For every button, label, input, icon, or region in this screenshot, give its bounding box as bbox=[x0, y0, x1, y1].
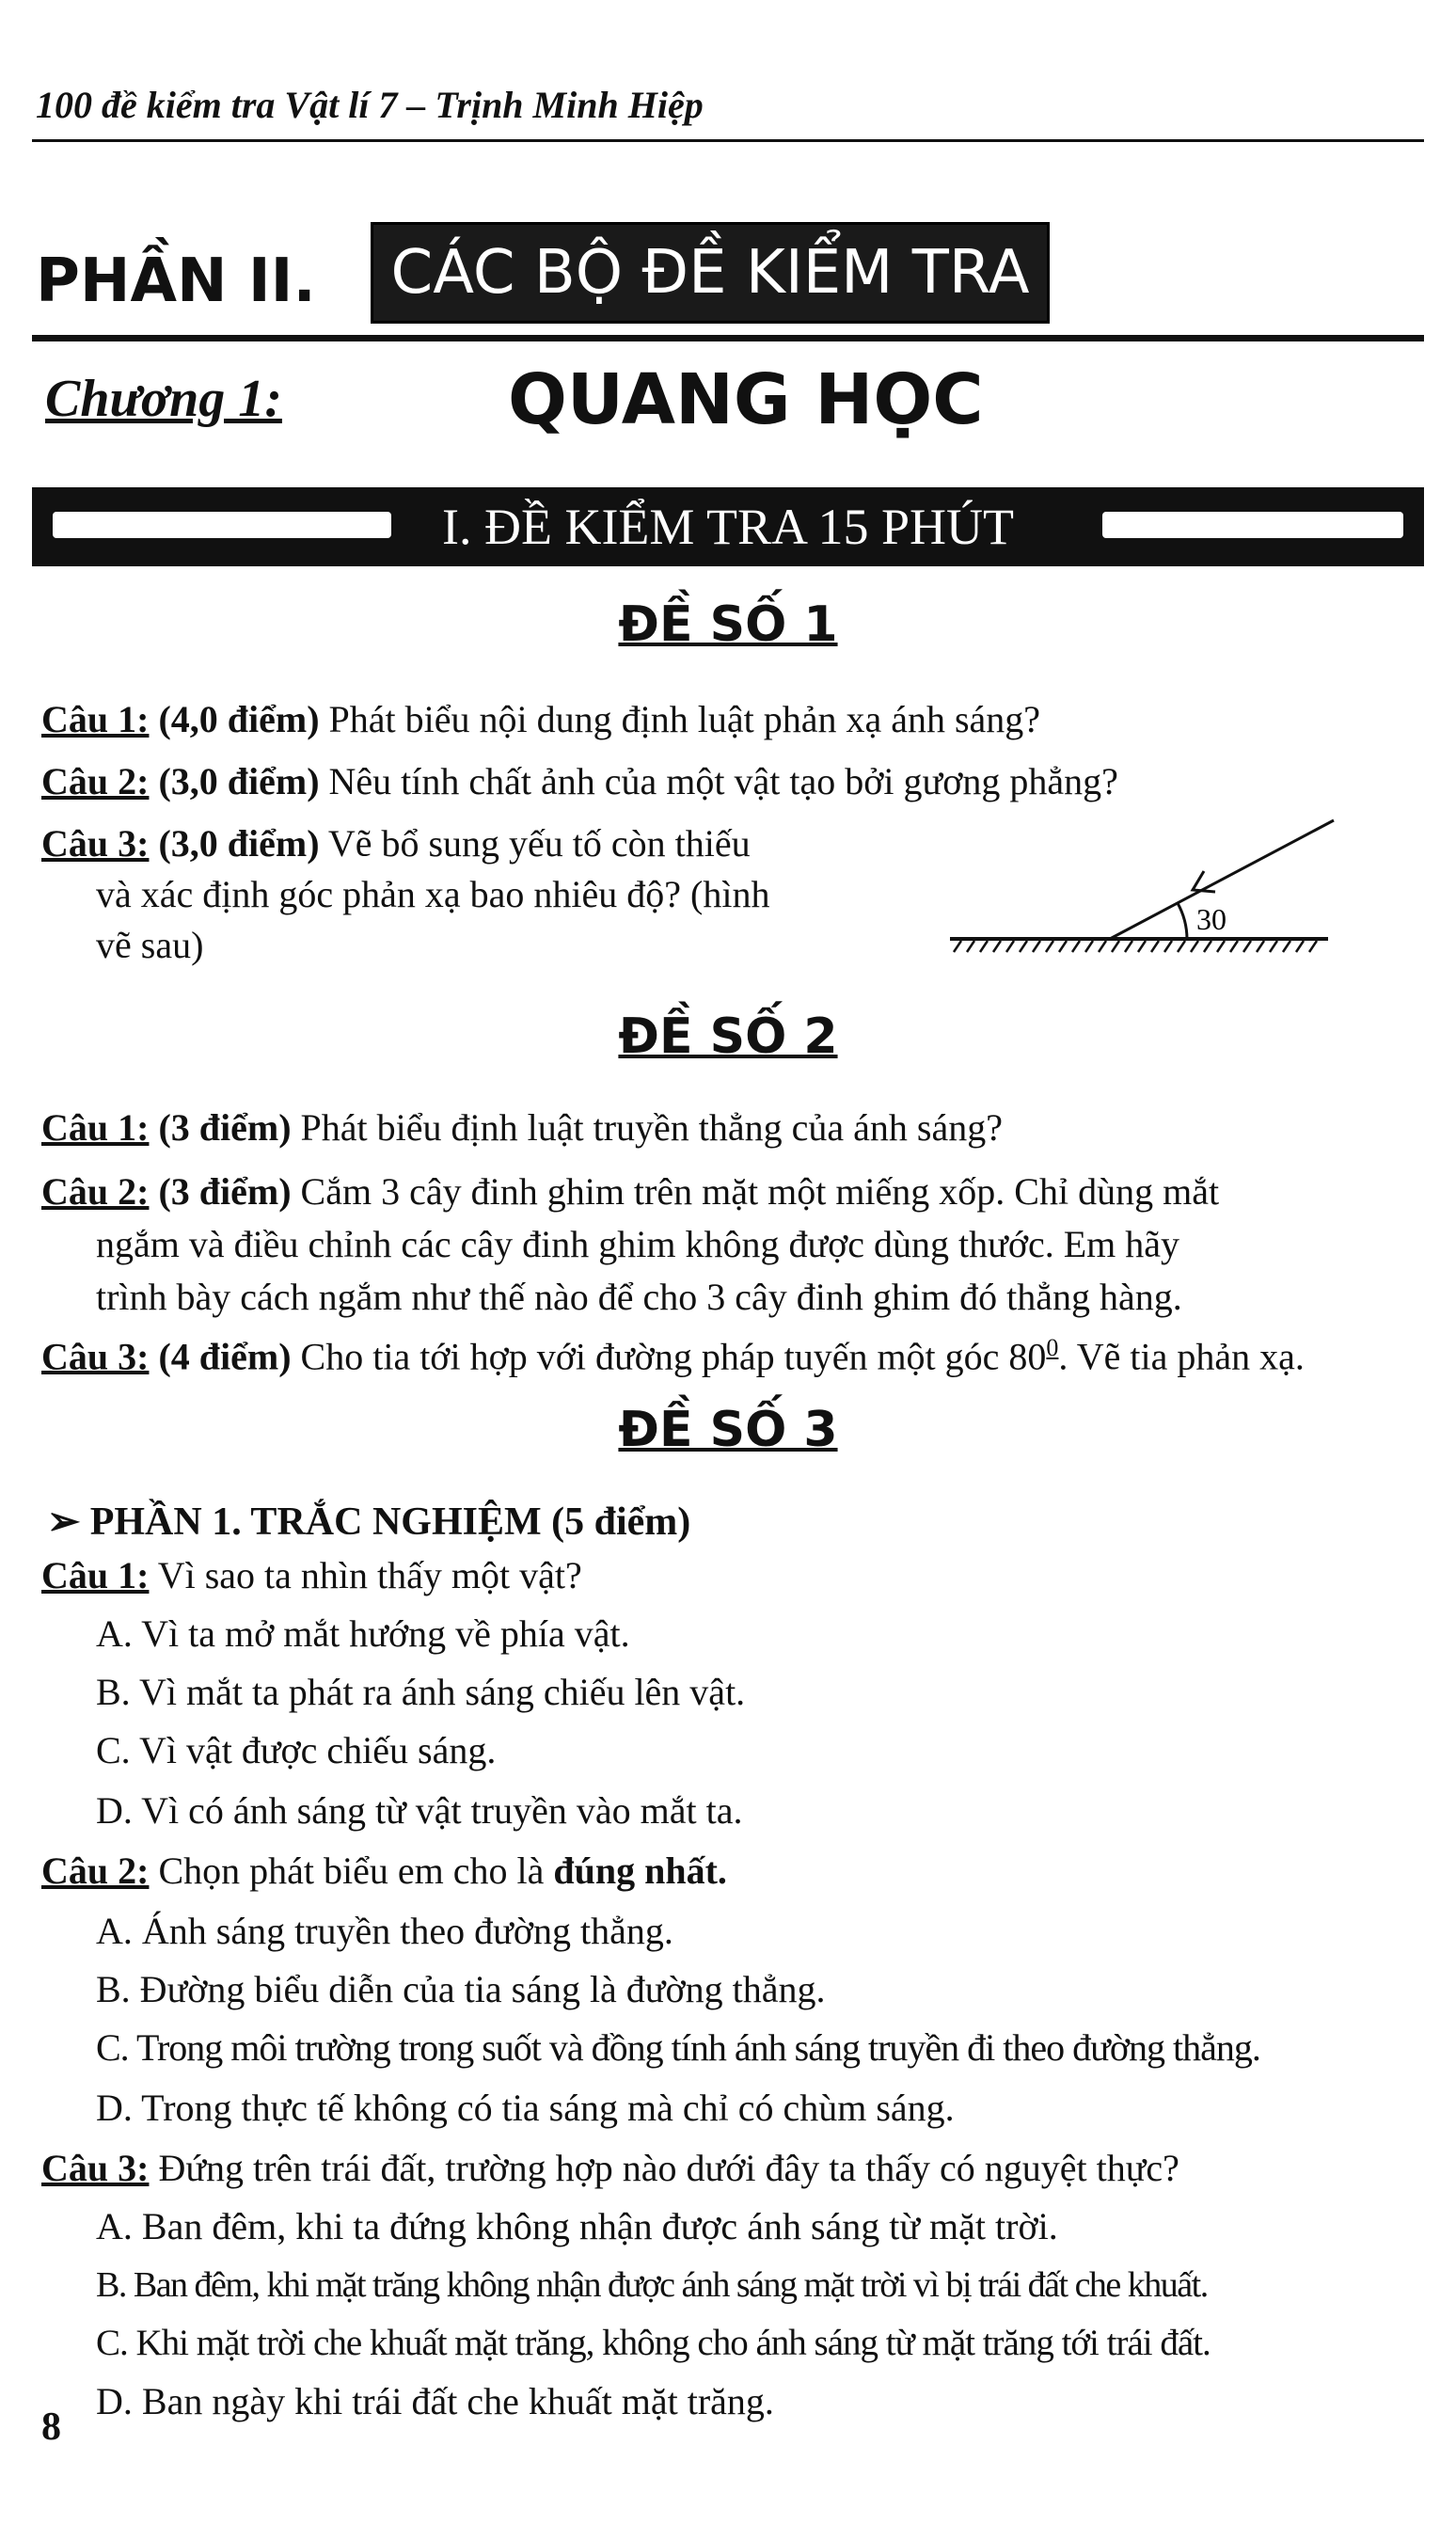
de3-q2-option-d: D. Trong thực tế không có tia sáng mà chỉ có chùm sáng. bbox=[96, 2087, 955, 2129]
part-label: PHẦN II. bbox=[36, 246, 316, 316]
part-title: CÁC BỘ ĐỀ KIỂM TRA bbox=[371, 222, 1050, 324]
de3-title: ĐỀ SỐ 3 bbox=[618, 1402, 838, 1458]
de2-question-2-line2: ngắm và điều chỉnh các cây đinh ghim không được dùng thước. Em hãy bbox=[96, 1223, 1180, 1265]
arrow-bullet-icon: ➢ bbox=[47, 1500, 81, 1544]
de1-question-3-line3: vẽ sau) bbox=[96, 924, 204, 966]
de3-q2-option-a: A. Ánh sáng truyền theo đường thẳng. bbox=[96, 1910, 673, 1952]
de3-question-3: Câu 3: Đứng trên trái đất, trường hợp nào dưới đây ta thấy có nguyệt thực? bbox=[41, 2147, 1179, 2189]
header-rule bbox=[32, 139, 1424, 142]
de1-question-2: Câu 2: (3,0 điểm) Nêu tính chất ảnh của một vật tạo bởi gương phẳng? bbox=[41, 760, 1118, 802]
de3-q1-option-a: A. Vì ta mở mắt hướng về phía vật. bbox=[96, 1612, 630, 1655]
bar-decoration-right bbox=[1102, 512, 1403, 538]
section-bar bbox=[32, 487, 1424, 566]
de3-q3-option-b: B. Ban đêm, khi mặt trăng không nhận được ánh sáng mặt trời vì bị trái đất che khuất. bbox=[96, 2265, 1208, 2305]
de3-question-2: Câu 2: Chọn phát biểu em cho là đúng nhất. bbox=[41, 1849, 727, 1892]
de2-question-2-line3: trình bày cách ngắm như thế nào để cho 3 cây đinh ghim đó thẳng hàng. bbox=[96, 1276, 1182, 1318]
page-number: 8 bbox=[41, 2405, 61, 2449]
de3-q3-option-c: C. Khi mặt trời che khuất mặt trăng, không cho ánh sáng từ mặt trăng tới trái đất. bbox=[96, 2323, 1211, 2363]
de3-q3-option-d: D. Ban ngày khi trái đất che khuất mặt trăng. bbox=[96, 2380, 774, 2422]
chapter-label: Chương 1: bbox=[45, 370, 282, 428]
section-title: I. ĐỀ KIỂM TRA 15 PHÚT bbox=[429, 498, 1027, 556]
de2-question-2: Câu 2: (3 điểm) Cắm 3 cây đinh ghim trên mặt một miếng xốp. Chỉ dùng mắt bbox=[41, 1170, 1220, 1213]
mirror-diagram bbox=[941, 813, 1336, 982]
de1-question-1: Câu 1: (4,0 điểm) Phát biểu nội dung định luật phản xạ ánh sáng? bbox=[41, 698, 1041, 740]
running-head: 100 đề kiểm tra Vật lí 7 – Trịnh Minh Hiệp bbox=[36, 84, 704, 126]
de3-q1-option-c: C. Vì vật được chiếu sáng. bbox=[96, 1729, 497, 1771]
de3-q3-option-a: A. Ban đêm, khi ta đứng không nhận được ánh sáng từ mặt trời. bbox=[96, 2205, 1058, 2247]
angle-arc bbox=[1178, 903, 1187, 939]
de1-question-3: Câu 3: (3,0 điểm) Vẽ bổ sung yếu tố còn thiếu bbox=[41, 822, 751, 865]
de3-q1-option-d: D. Vì có ánh sáng từ vật truyền vào mắt ta. bbox=[96, 1789, 743, 1832]
de2-title: ĐỀ SỐ 2 bbox=[618, 1008, 838, 1065]
bar-decoration-left bbox=[53, 512, 391, 538]
part-rule bbox=[32, 335, 1424, 341]
de3-q1-option-b: B. Vì mắt ta phát ra ánh sáng chiếu lên vật. bbox=[96, 1671, 746, 1713]
de3-question-1: Câu 1: Vì sao ta nhìn thấy một vật? bbox=[41, 1554, 582, 1596]
de1-title: ĐỀ SỐ 1 bbox=[618, 596, 838, 653]
de3-q2-option-c: C. Trong môi trường trong suốt và đồng tính ánh sáng truyền đi theo đường thẳng. bbox=[96, 2026, 1260, 2069]
de3-q2-option-b: B. Đường biểu diễn của tia sáng là đường thẳng. bbox=[96, 1968, 826, 2010]
mirror-hatching bbox=[954, 941, 1317, 952]
angle-label: 30 bbox=[1196, 902, 1227, 936]
de2-question-1: Câu 1: (3 điểm) Phát biểu định luật truyền thẳng của ánh sáng? bbox=[41, 1106, 1003, 1149]
de2-question-3: Câu 3: (4 điểm) Cho tia tới hợp với đường pháp tuyến một góc $80^0$. Vẽ tia phản xạ. bbox=[41, 1334, 1305, 1378]
de1-question-3-line2: và xác định góc phản xạ bao nhiêu độ? (hình bbox=[96, 873, 770, 915]
chapter-title: QUANG HỌC bbox=[508, 359, 984, 440]
de3-part-1-heading: ➢ PHẦN 1. TRẮC NGHIỆM (5 điểm) bbox=[47, 1500, 691, 1544]
